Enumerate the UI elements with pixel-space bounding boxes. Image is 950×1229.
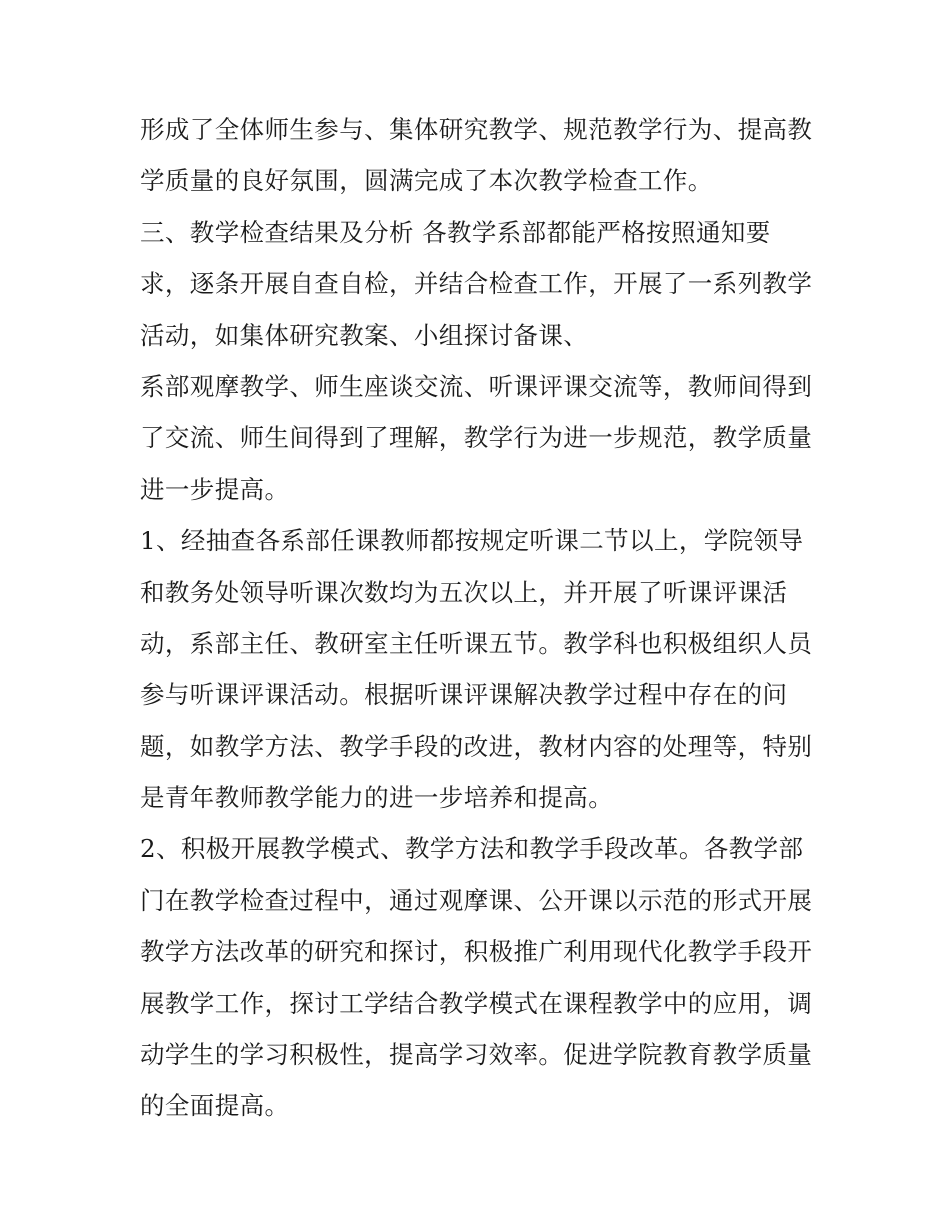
text-line: 活动，如集体研究教案、小组探讨备课、 (140, 320, 589, 350)
text-line: 题，如教学方法、教学手段的改进，教材内容的处理等，特别 (140, 731, 813, 761)
numbered-item-2-line: 2、积极开展教学模式、教学方法和教学手段改革。各教学部 (140, 834, 804, 864)
text-line: 进一步提高。 (140, 474, 290, 504)
body-text (140, 104, 820, 1132)
text-line: 门在教学检查过程中，通过观摩课、公开课以示范的形式开展 (140, 885, 813, 915)
text-line: 学质量的良好氛围，圆满完成了本次教学检查工作。 (140, 166, 713, 196)
text-line: 参与听课评课活动。根据听课评课解决教学过程中存在的问 (140, 680, 788, 710)
text-line: 形成了全体师生参与、集体研究教学、规范教学行为、提高教 (140, 115, 813, 144)
text-line: 的全面提高。 (140, 1091, 290, 1121)
text-line: 系部观摩教学、师生座谈交流、听课评课交流等，教师间得到 (140, 371, 813, 401)
text-line: 动学生的学习积极性，提高学习效率。促进学院教育教学质量 (140, 1040, 813, 1070)
text-line: 教学方法改革的研究和探讨，积极推广利用现代化教学手段开 (140, 937, 813, 967)
section-heading-line: 三、教学检查结果及分析 各教学系部都能严格按照通知要 (140, 217, 771, 247)
text-line: 是青年教师教学能力的进一步培养和提高。 (140, 783, 614, 813)
text-line: 展教学工作，探讨工学结合教学模式在课程教学中的应用，调 (140, 988, 813, 1018)
text-line: 和教务处领导听课次数均为五次以上，并开展了听课评课活 (140, 577, 788, 607)
numbered-item-1-line: 1、经抽查各系部任课教师都按规定听课二节以上，学院领导 (140, 526, 804, 556)
text-line: 求，逐条开展自查自检，并结合检查工作，开展了一系列教学 (140, 269, 813, 299)
text-line: 动，系部主任、教研室主任听课五节。教学科也积极组织人员 (140, 628, 813, 658)
text-line: 了交流、师生间得到了理解，教学行为进一步规范，教学质量 (140, 423, 813, 453)
